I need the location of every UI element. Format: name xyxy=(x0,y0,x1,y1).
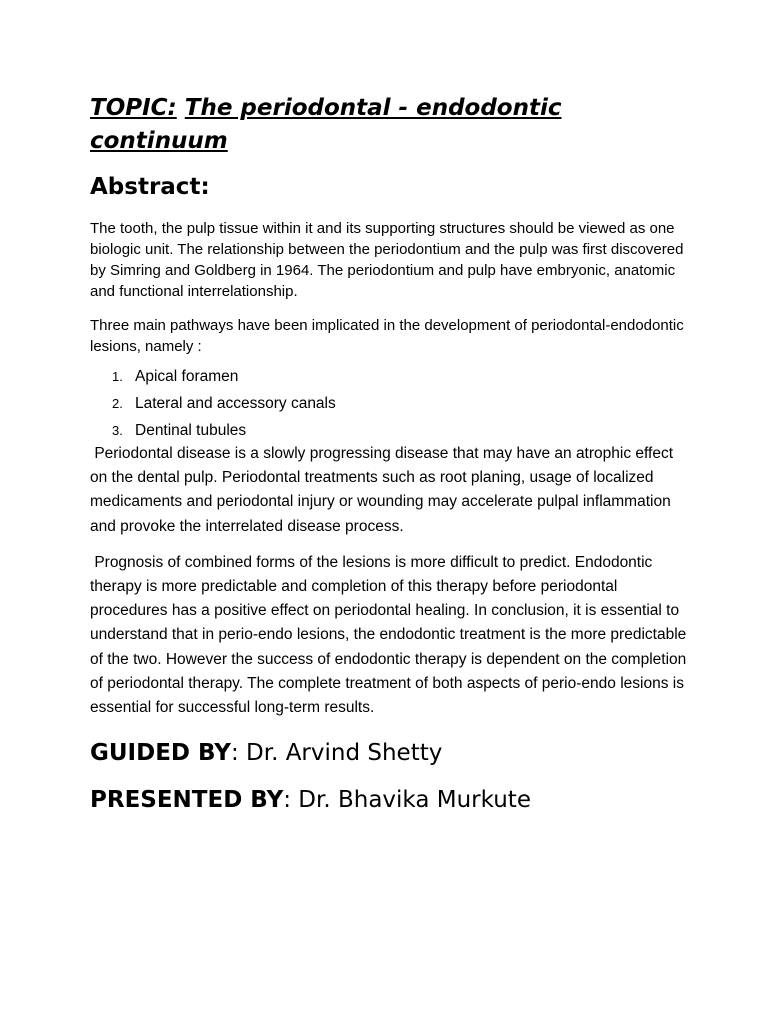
list-item-text: Dentinal tubules xyxy=(135,422,247,439)
topic-text: The periodontal - endodontic continuum xyxy=(90,95,562,154)
pathways-intro: Three main pathways have been implicated in the development of periodontal-endodontic lesions, namely : xyxy=(90,317,684,355)
list-item-number: 1. xyxy=(112,369,123,384)
guided-by-line xyxy=(90,738,690,768)
abstract-heading xyxy=(90,172,690,202)
guided-by-label: GUIDED BY xyxy=(90,740,231,767)
abstract-paragraph: The tooth, the pulp tissue within it and its supporting structures should be viewed as one biologic unit. The relationship between the periodontium and the pulp was first discovered by Simring and Goldberg in 1964. The periodontium and pulp have embryonic, anatomic and functional interrelationship. xyxy=(90,220,684,300)
document-page xyxy=(90,92,690,815)
list-item xyxy=(112,390,690,417)
list-item-number: 3. xyxy=(112,423,123,438)
presented-by-value: : Dr. Bhavika Murkute xyxy=(283,787,531,814)
topic-title xyxy=(90,92,690,158)
presented-by-label: PRESENTED BY xyxy=(90,787,284,814)
list-item-number: 2. xyxy=(112,396,123,411)
prognosis-paragraph: Prognosis of combined forms of the lesions is more difficult to predict. Endodontic therapy is more predictable and completion of this therapy before periodontal procedures has a positive effect on periodontal healing. In conclusion, it is essential to understand that in perio-endo lesions, the endodontic treatment is the more predictable of the two. However the success of endodontic therapy is dependent on the completion of periodontal therapy. The complete treatment of both aspects of perio-endo lesions is essential for successful long-term results. xyxy=(90,553,691,717)
abstract-heading-colon: : xyxy=(200,174,210,200)
list-item-text: Lateral and accessory canals xyxy=(135,395,336,412)
list-item-text: Apical foramen xyxy=(135,368,239,385)
topic-label: TOPIC: xyxy=(90,95,177,121)
disease-paragraph: Periodontal disease is a slowly progressing disease that may have an atrophic effect on the dental pulp. Periodontal treatments such as root planing, usage of localized medicaments and periodontal injury or wounding may accelerate pulpal inflammation and provoke the interrelated disease process. xyxy=(90,445,678,535)
presented-by-line xyxy=(90,785,690,815)
list-item xyxy=(112,417,690,444)
pathways-list xyxy=(90,363,690,444)
guided-by-value: : Dr. Arvind Shetty xyxy=(230,740,443,767)
list-item xyxy=(112,363,690,390)
abstract-heading-text: Abstract xyxy=(90,174,201,200)
